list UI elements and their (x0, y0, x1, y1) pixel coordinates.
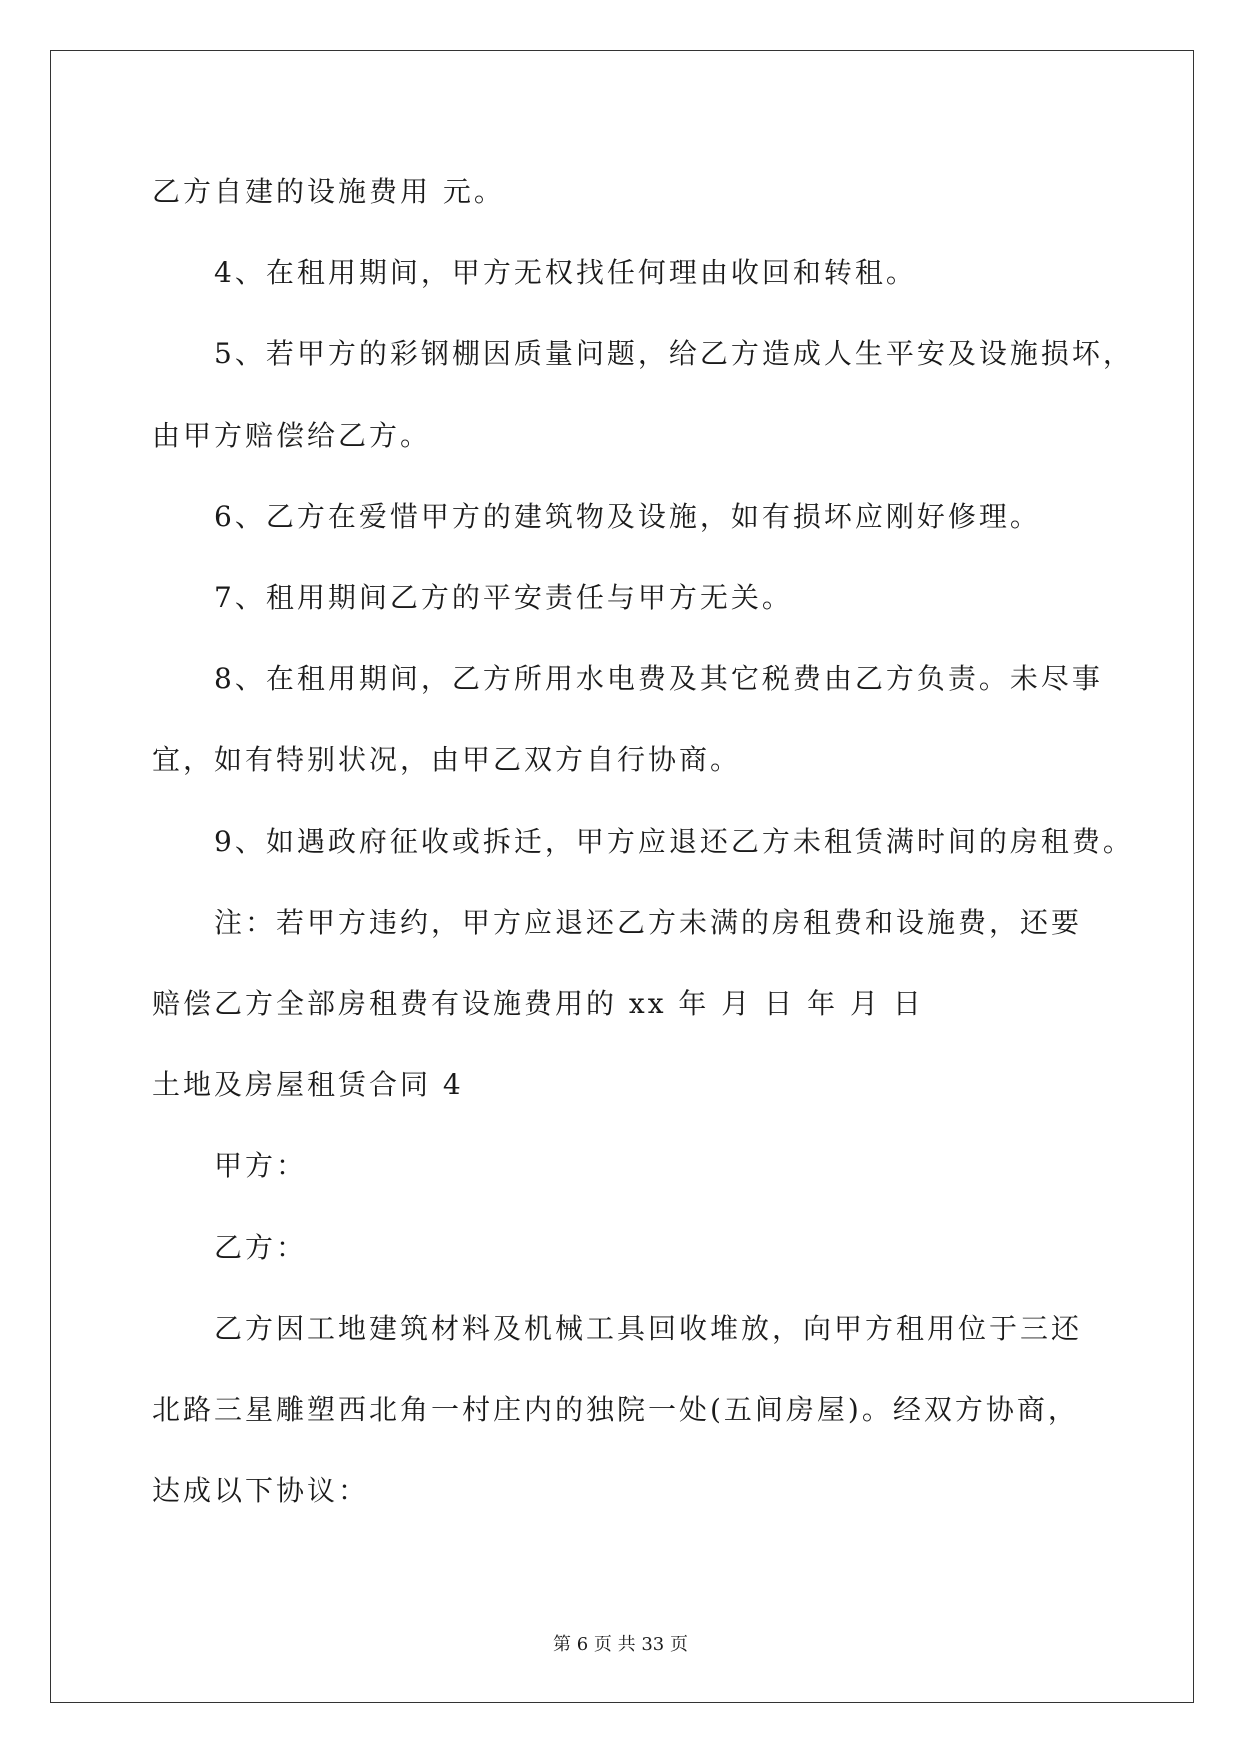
text-line: 由甲方赔偿给乙方。 (152, 419, 432, 452)
page-border (50, 50, 1194, 1703)
party-b-label: 乙方： (214, 1231, 308, 1264)
text-line: 9、如遇政府征收或拆迁，甲方应退还乙方未租赁满时间的房租费。 (214, 825, 1134, 858)
text-line: 达成以下协议： (152, 1474, 370, 1507)
text-line: 宜，如有特别状况，由甲乙双方自行协商。 (152, 743, 742, 776)
text-line: 乙方因工地建筑材料及机械工具回收堆放，向甲方租用位于三还 (214, 1312, 1083, 1345)
text-line: 乙方自建的设施费用 元。 (152, 175, 505, 208)
text-line: 5、若甲方的彩钢棚因质量问题，给乙方造成人生平安及设施损坏， (214, 337, 1134, 370)
text-line: 注：若甲方违约，甲方应退还乙方未满的房租费和设施费，还要 (214, 906, 1083, 939)
text-line: 6、乙方在爱惜甲方的建筑物及设施，如有损坏应刚好修理。 (214, 500, 1041, 533)
text-line: 北路三星雕塑西北角一村庄内的独院一处(五间房屋)。经双方协商， (152, 1393, 1079, 1426)
text-line: 8、在租用期间，乙方所用水电费及其它税费由乙方负责。未尽事 (214, 662, 1103, 695)
text-line: 赔偿乙方全部房租费有设施费用的 xx 年 月 日 年 月 日 (152, 987, 924, 1020)
section-heading: 土地及房屋租赁合同 4 (152, 1068, 464, 1101)
page-number-footer: 第 6 页 共 33 页 (553, 1634, 688, 1655)
text-line: 4、在租用期间，甲方无权找任何理由收回和转租。 (214, 256, 917, 289)
party-a-label: 甲方： (214, 1149, 308, 1182)
text-line: 7、租用期间乙方的平安责任与甲方无关。 (214, 581, 793, 614)
